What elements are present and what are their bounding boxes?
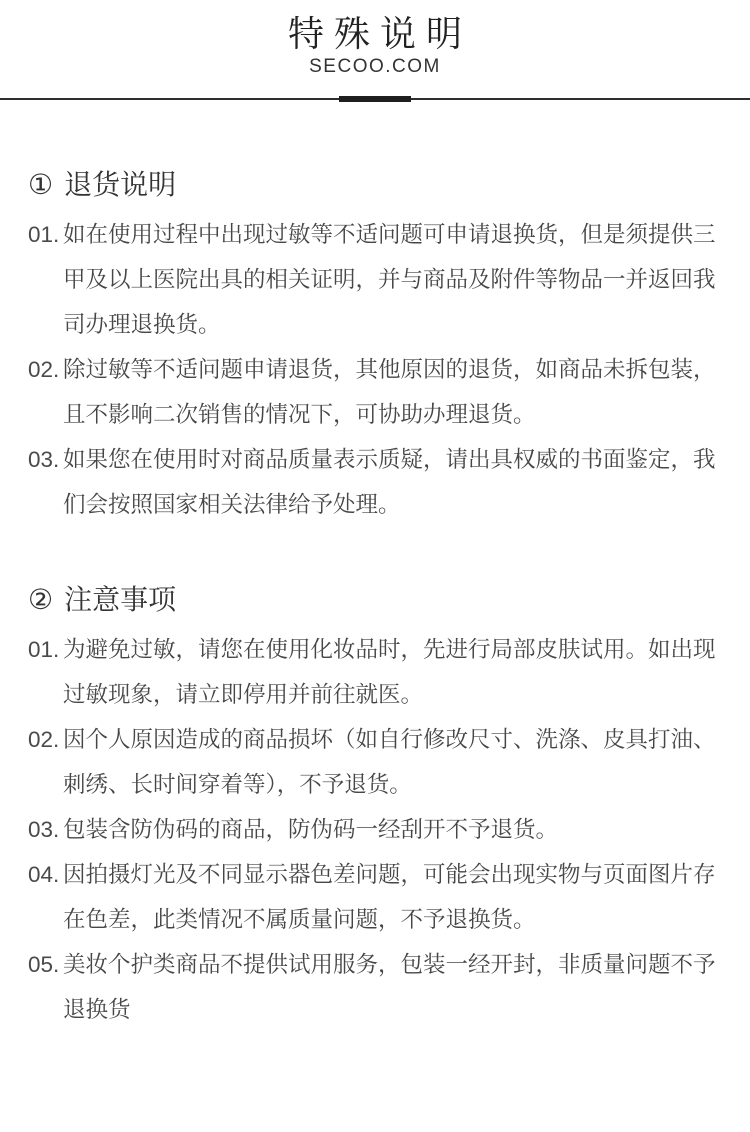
item-text: 除过敏等不适问题申请退货，其他原因的退货，如商品未拆包装，且不影响二次销售的情况下，可协助办理退货。 [63, 357, 716, 427]
brand-name: SECOO.COM [309, 56, 441, 77]
list-item [28, 437, 722, 527]
item-text: 因拍摄灯光及不同显示器色差问题，可能会出现实物与页面图片存在色差，此类情况不属质量问题，不予退换货。 [63, 862, 716, 932]
document-body [0, 167, 750, 1032]
item-number: 03. [28, 447, 60, 472]
section-title: 退货说明 [64, 169, 177, 200]
divider-center-bar [339, 96, 411, 102]
section-return-policy [28, 167, 722, 527]
list-item [28, 942, 722, 1032]
item-number: 04. [28, 862, 60, 887]
circled-number-icon: ① [28, 169, 54, 200]
item-text: 包装含防伪码的商品，防伪码一经刮开不予退货。 [63, 817, 559, 842]
list-item [28, 212, 722, 347]
list-item [28, 852, 722, 942]
item-list [28, 627, 722, 1032]
circled-number-icon: ② [28, 584, 54, 615]
item-number: 05. [28, 952, 60, 977]
list-item [28, 717, 722, 807]
item-text: 如在使用过程中出现过敏等不适问题可申请退换货，但是须提供三甲及以上医院出具的相关证明，并与商品及附件等物品一并返回我司办理退换货。 [63, 222, 716, 337]
item-text: 如果您在使用时对商品质量表示质疑，请出具权威的书面鉴定，我们会按照国家相关法律给予处理。 [63, 447, 716, 517]
item-list [28, 212, 722, 527]
item-number: 01. [28, 222, 60, 247]
section-heading [28, 582, 722, 618]
page-title: 特殊说明 [287, 13, 472, 54]
list-item [28, 807, 722, 852]
item-number: 03. [28, 817, 60, 842]
item-text: 因个人原因造成的商品损坏（如自行修改尺寸、洗涤、皮具打油、刺绣、长时间穿着等），不予退货。 [63, 727, 716, 797]
section-notices [28, 582, 722, 1032]
section-heading [28, 167, 722, 203]
item-number: 01. [28, 637, 60, 662]
list-item [28, 347, 722, 437]
page-header [0, 0, 750, 79]
item-text: 美妆个护类商品不提供试用服务，包装一经开封，非质量问题不予退换货 [63, 952, 716, 1022]
list-item [28, 627, 722, 717]
section-title: 注意事项 [64, 584, 177, 615]
item-number: 02. [28, 357, 60, 382]
item-number: 02. [28, 727, 60, 752]
item-text: 为避免过敏，请您在使用化妆品时，先进行局部皮肤试用。如出现过敏现象，请立即停用并前往就医。 [63, 637, 716, 707]
header-divider [0, 98, 750, 100]
